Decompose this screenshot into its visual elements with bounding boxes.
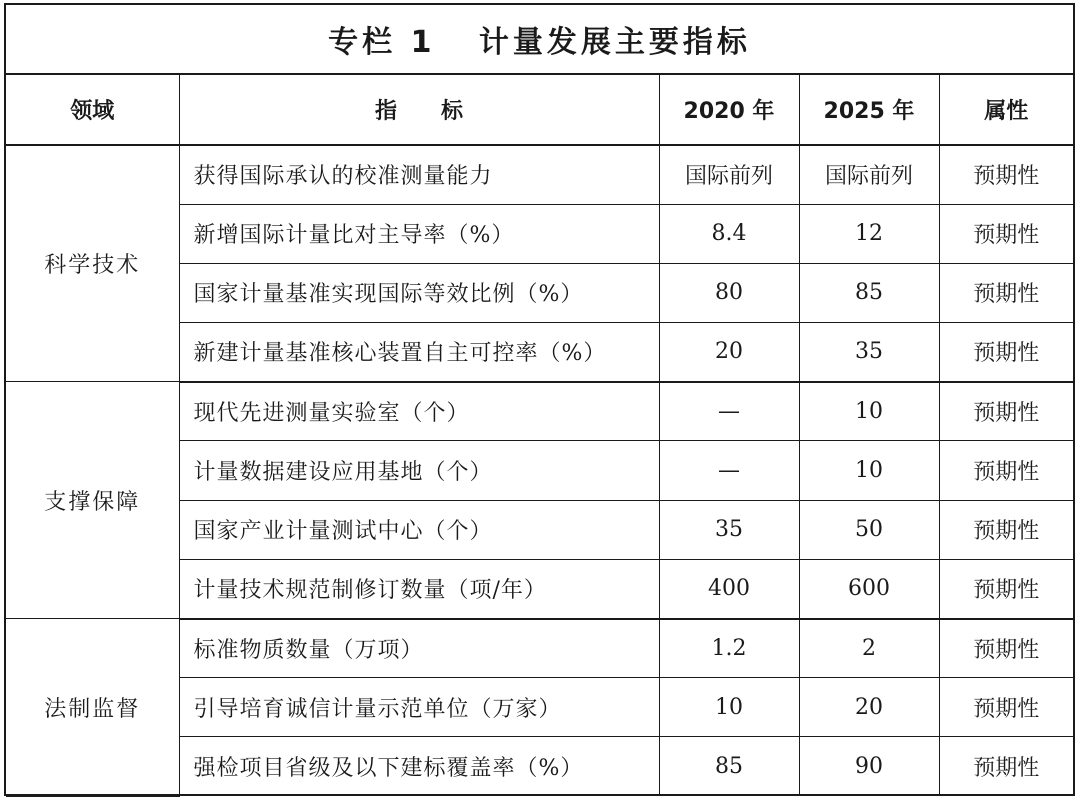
value-2025-cell: 50 bbox=[799, 500, 939, 559]
value-2020-cell: — bbox=[659, 382, 799, 441]
value-2020-cell: 35 bbox=[659, 500, 799, 559]
attribute-cell: 预期性 bbox=[939, 441, 1073, 500]
value-2020-cell: 1.2 bbox=[659, 619, 799, 678]
table-row bbox=[6, 145, 1073, 204]
value-2020-cell: 80 bbox=[659, 263, 799, 322]
value-2020-cell: 8.4 bbox=[659, 204, 799, 263]
header-attribute: 属性 bbox=[939, 75, 1073, 145]
value-2020-cell: 85 bbox=[659, 737, 799, 796]
value-2020-cell: — bbox=[659, 441, 799, 500]
indicator-cell: 现代先进测量实验室（个） bbox=[179, 382, 659, 441]
table-row bbox=[6, 619, 1073, 678]
indicator-cell: 国家产业计量测试中心（个） bbox=[179, 500, 659, 559]
value-2025-cell: 600 bbox=[799, 559, 939, 618]
header-2025: 2025 年 bbox=[799, 75, 939, 145]
value-2020-cell: 400 bbox=[659, 559, 799, 618]
attribute-cell: 预期性 bbox=[939, 323, 1073, 382]
indicator-table bbox=[6, 75, 1073, 797]
indicator-cell: 国家计量基准实现国际等效比例（%） bbox=[179, 263, 659, 322]
indicator-cell: 新增国际计量比对主导率（%） bbox=[179, 204, 659, 263]
domain-cell-support: 支撑保障 bbox=[6, 382, 179, 619]
attribute-cell: 预期性 bbox=[939, 204, 1073, 263]
value-2020-cell: 20 bbox=[659, 323, 799, 382]
indicator-cell: 强检项目省级及以下建标覆盖率（%） bbox=[179, 737, 659, 796]
value-2025-cell: 20 bbox=[799, 678, 939, 737]
header-2020: 2020 年 bbox=[659, 75, 799, 145]
attribute-cell: 预期性 bbox=[939, 737, 1073, 796]
value-2025-cell: 12 bbox=[799, 204, 939, 263]
attribute-cell: 预期性 bbox=[939, 500, 1073, 559]
indicator-cell: 新建计量基准核心装置自主可控率（%） bbox=[179, 323, 659, 382]
table-title: 专栏 1 计量发展主要指标 bbox=[6, 5, 1073, 75]
attribute-cell: 预期性 bbox=[939, 559, 1073, 618]
table-body bbox=[6, 145, 1073, 796]
value-2025-cell: 90 bbox=[799, 737, 939, 796]
indicator-cell: 标准物质数量（万项） bbox=[179, 619, 659, 678]
indicator-cell: 获得国际承认的校准测量能力 bbox=[179, 145, 659, 204]
domain-cell-science: 科学技术 bbox=[6, 145, 179, 382]
header-indicator: 指 标 bbox=[179, 75, 659, 145]
attribute-cell: 预期性 bbox=[939, 619, 1073, 678]
value-2020-cell: 国际前列 bbox=[659, 145, 799, 204]
indicator-cell: 引导培育诚信计量示范单位（万家） bbox=[179, 678, 659, 737]
value-2025-cell: 2 bbox=[799, 619, 939, 678]
attribute-cell: 预期性 bbox=[939, 263, 1073, 322]
value-2020-cell: 10 bbox=[659, 678, 799, 737]
value-2025-cell: 35 bbox=[799, 323, 939, 382]
value-2025-cell: 10 bbox=[799, 441, 939, 500]
value-2025-cell: 国际前列 bbox=[799, 145, 939, 204]
header-row bbox=[6, 75, 1073, 145]
attribute-cell: 预期性 bbox=[939, 382, 1073, 441]
table-row bbox=[6, 382, 1073, 441]
header-domain: 领域 bbox=[6, 75, 179, 145]
indicator-cell: 计量数据建设应用基地（个） bbox=[179, 441, 659, 500]
attribute-cell: 预期性 bbox=[939, 145, 1073, 204]
indicator-table-panel bbox=[4, 3, 1075, 796]
domain-cell-legal: 法制监督 bbox=[6, 619, 179, 797]
indicator-cell: 计量技术规范制修订数量（项/年） bbox=[179, 559, 659, 618]
attribute-cell: 预期性 bbox=[939, 678, 1073, 737]
value-2025-cell: 85 bbox=[799, 263, 939, 322]
value-2025-cell: 10 bbox=[799, 382, 939, 441]
